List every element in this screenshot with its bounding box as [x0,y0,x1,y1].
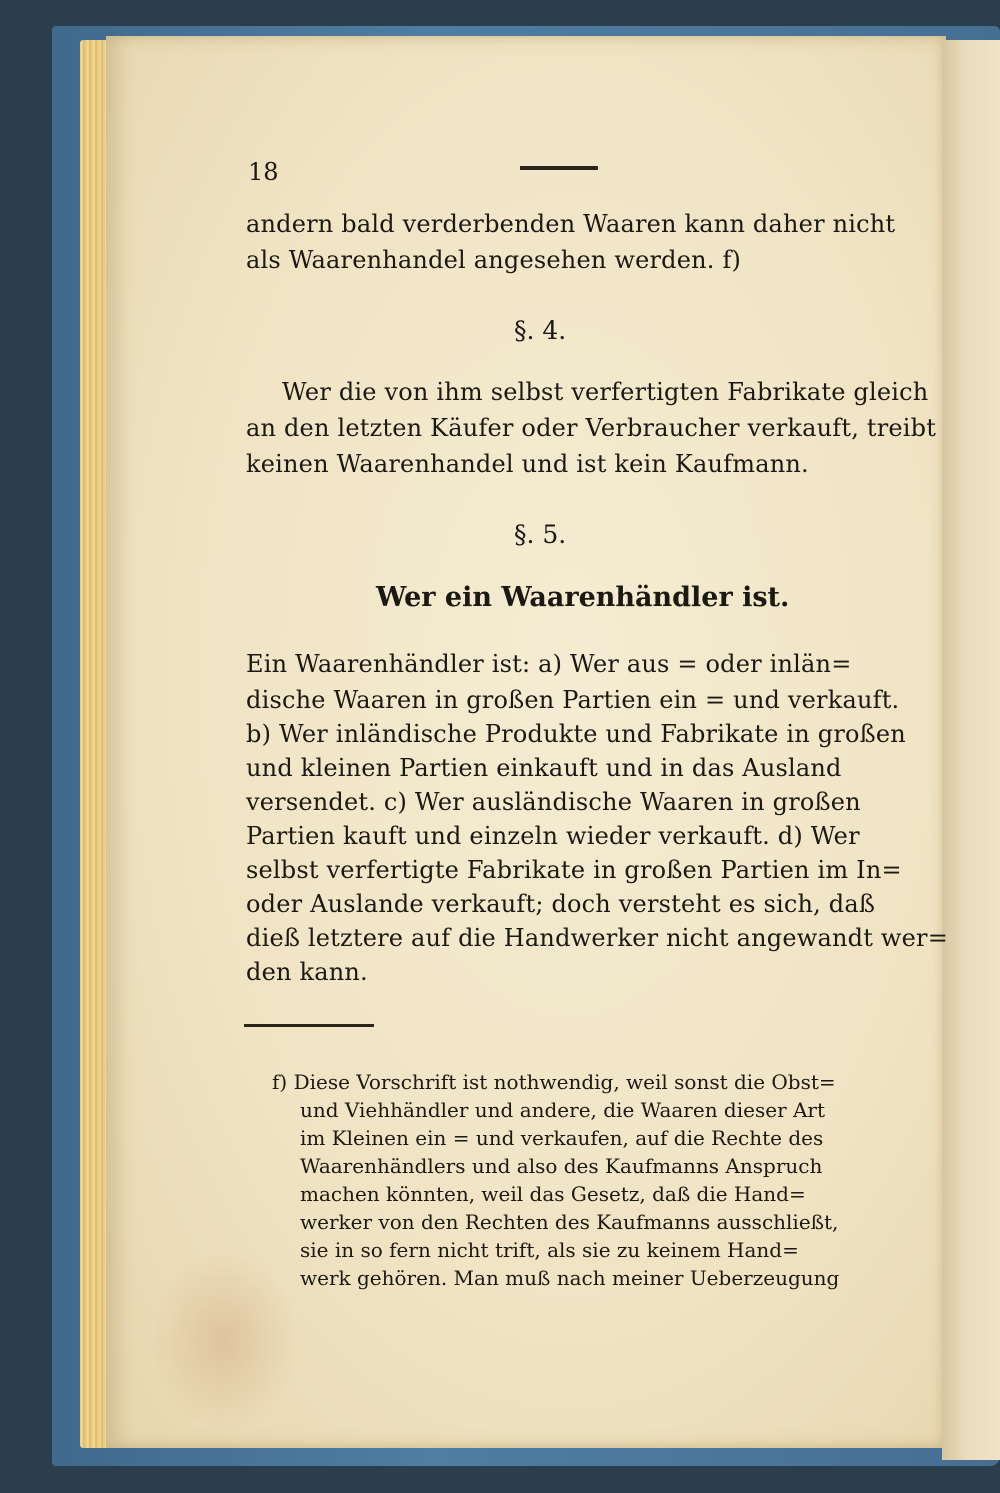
text-line: an den letzten Käufer oder Verbraucher verkauft, treibt [246,414,937,442]
text-line: andern bald verderbenden Waaren kann daher nicht [246,210,896,238]
text-line: als Waarenhandel angesehen werden. f) [246,246,742,274]
text-line: versendet. c) Wer ausländische Waaren in großen [246,788,861,816]
text-line: den kann. [246,958,368,986]
section-heading: Wer ein Waarenhändler ist. [376,582,790,613]
text-line: Ein Waarenhändler ist: a) Wer aus = oder inlän= [246,650,852,678]
footnote-line: werker von den Rechten des Kaufmanns ausschließt, [300,1210,839,1234]
text-line: keinen Waarenhandel und ist kein Kaufmann. [246,450,809,478]
section-label: §. 5. [514,520,567,549]
text-line: dische Waaren in großen Partien ein = und verkauft. [246,686,900,714]
footnote-line: im Kleinen ein = und verkaufen, auf die Rechte des [300,1126,824,1150]
text-line: b) Wer inländische Produkte und Fabrikate in großen [246,720,906,748]
facing-page-edge [942,40,1000,1460]
text-line: Partien kauft und einzeln wieder verkauft. d) Wer [246,822,860,850]
header-rule [520,166,598,170]
footnote-line: machen könnten, weil das Gesetz, daß die Hand= [300,1182,806,1206]
footnote-line: sie in so fern nicht trift, als sie zu keinem Hand= [300,1238,799,1262]
text-line: dieß letztere auf die Handwerker nicht angewandt wer= [246,924,949,952]
footnote-line: f) Diese Vorschrift ist nothwendig, weil sonst die Obst= [272,1070,836,1094]
footnote-rule [244,1024,374,1027]
footnote-line: werk gehören. Man muß nach meiner Ueberzeugung [300,1266,840,1290]
page-number: 18 [248,158,279,186]
page-stain [150,1250,300,1430]
footnote-line: und Viehhändler und andere, die Waaren dieser Art [300,1098,826,1122]
footnote-line: Waarenhändlers und also des Kaufmanns Anspruch [300,1154,823,1178]
text-line: und kleinen Partien einkauft und in das Ausland [246,754,842,782]
section-label: §. 4. [514,316,567,345]
text-line: Wer die von ihm selbst verfertigten Fabrikate gleich [282,378,929,406]
text-line: selbst verfertigte Fabrikate in großen Partien im In= [246,856,902,884]
text-line: oder Auslande verkauft; doch versteht es sich, daß [246,890,876,918]
